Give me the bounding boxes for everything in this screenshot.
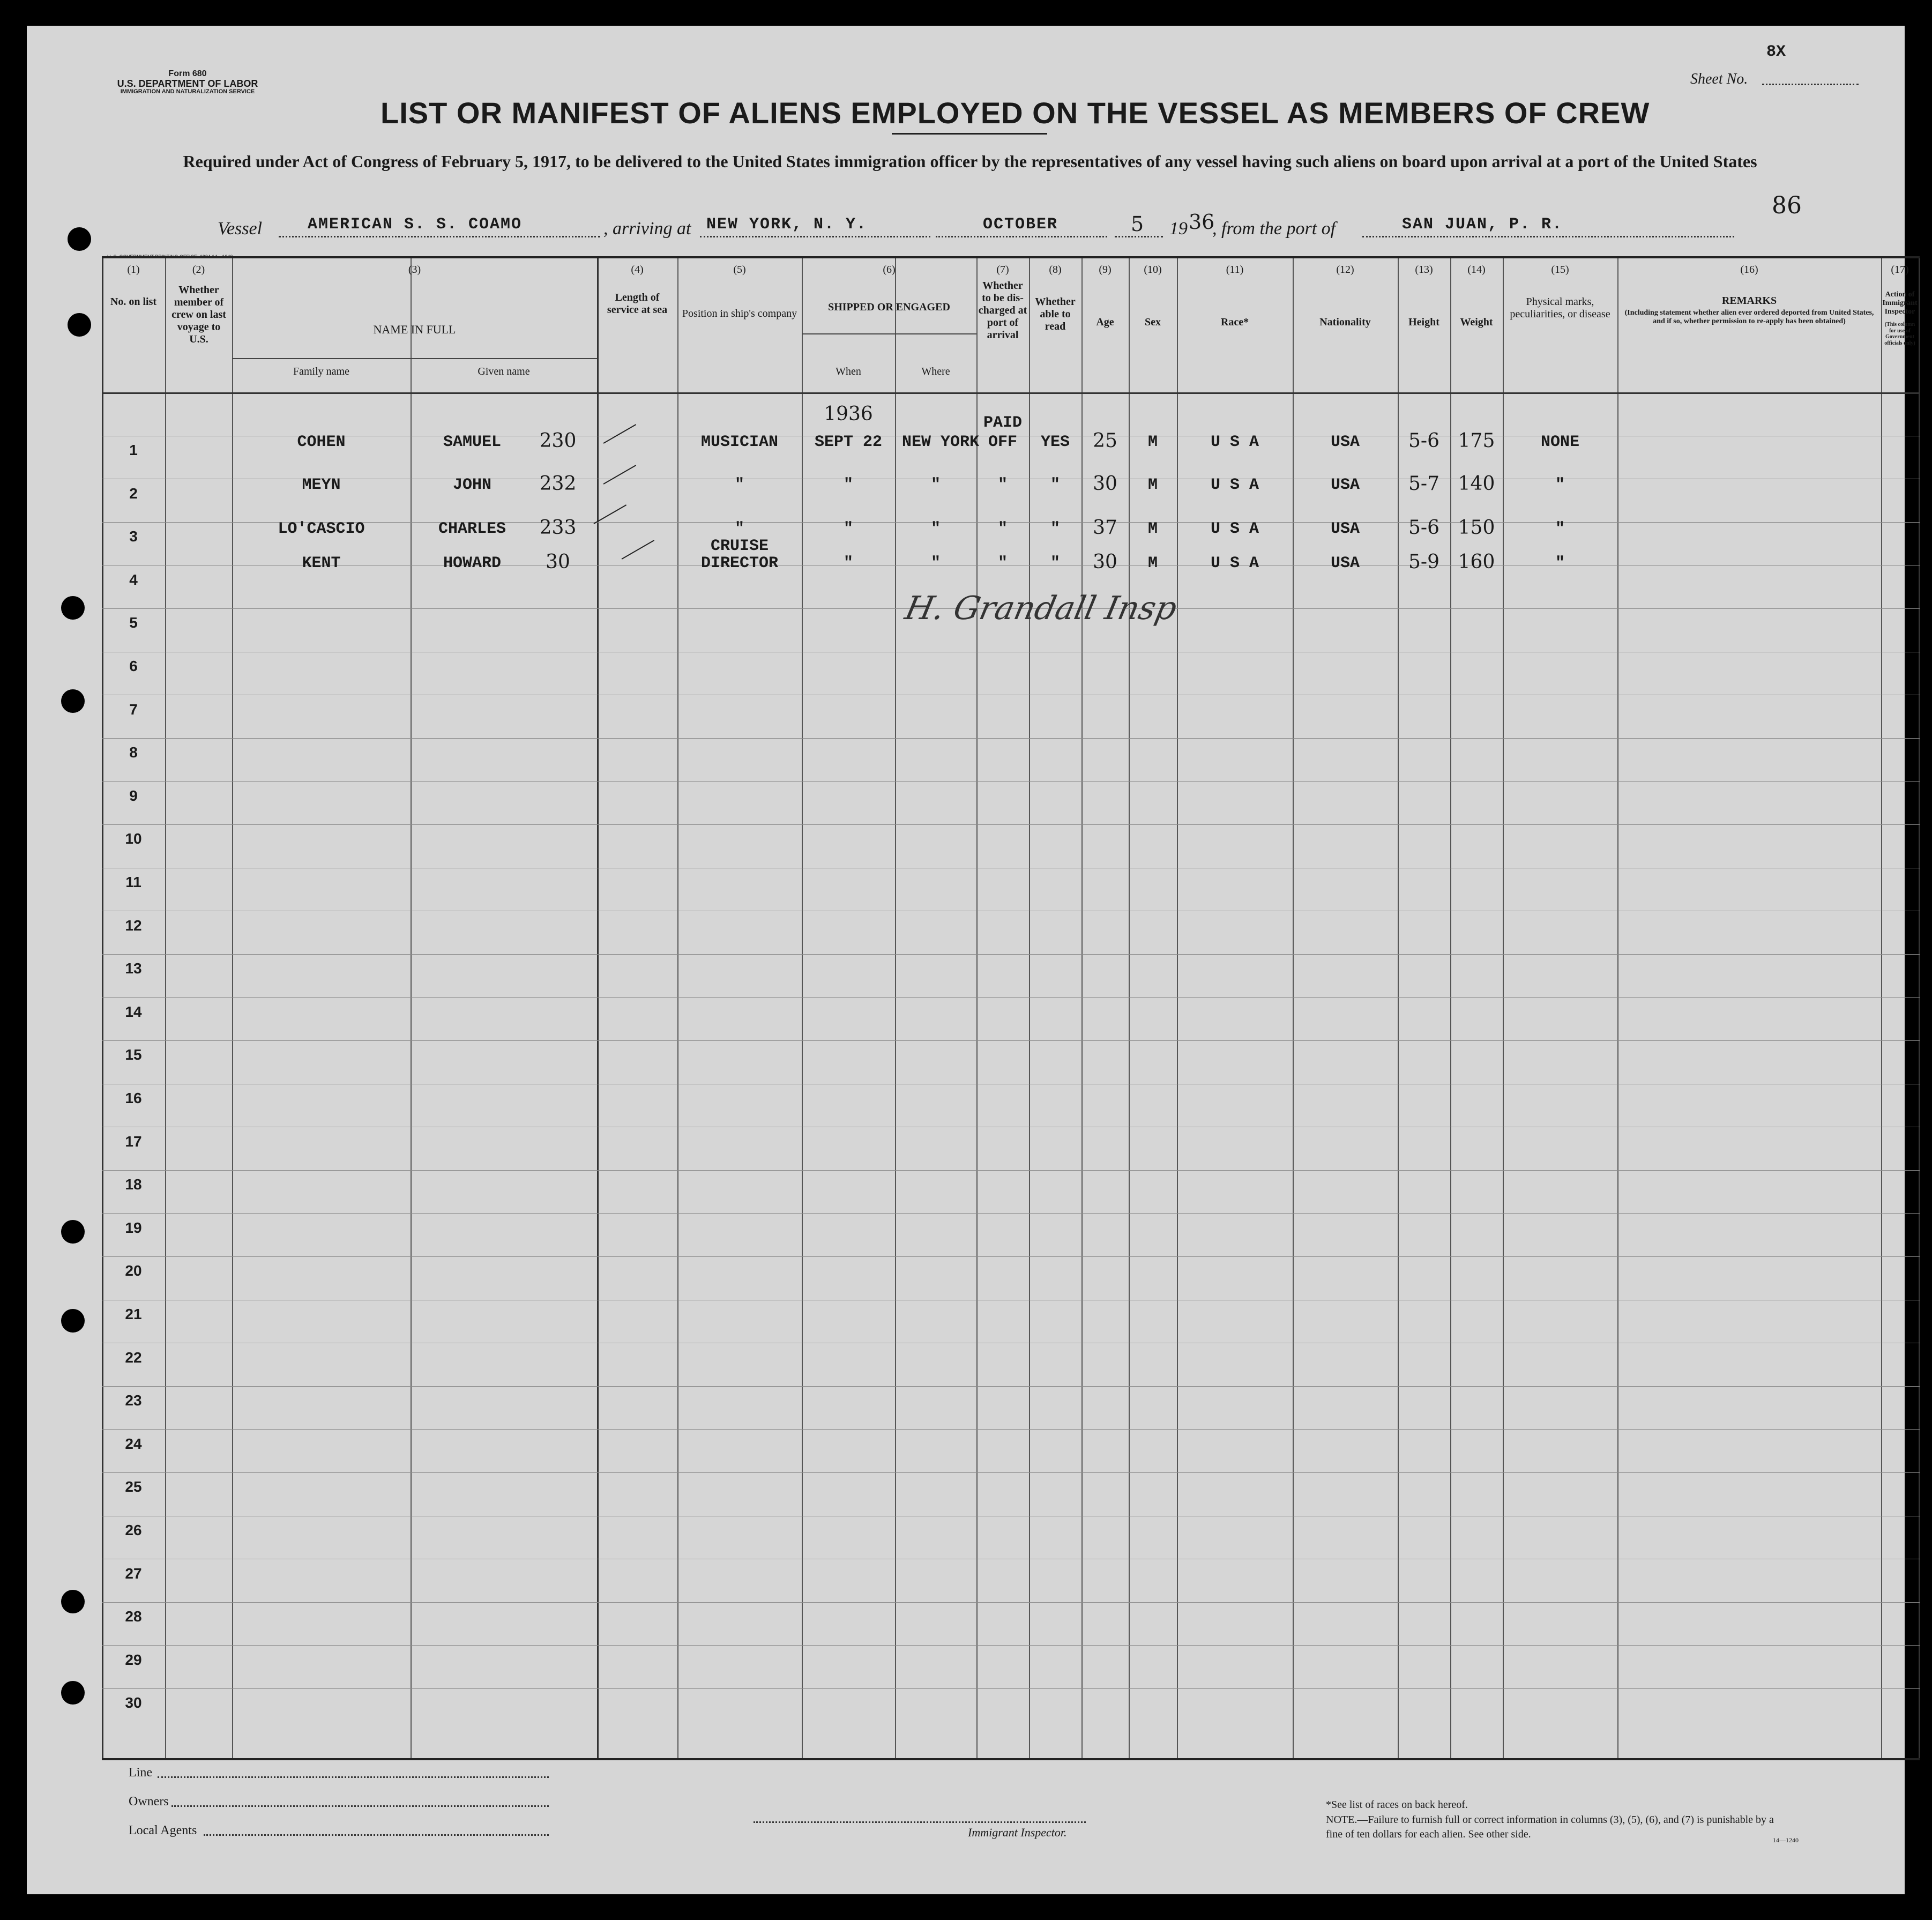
row-1-discharge-top: PAID — [983, 414, 1022, 432]
row-4-given-name: HOWARD — [443, 554, 502, 572]
header-member-last-voyage: Whether member of crew on last voyage to U.S. — [171, 284, 226, 345]
row-4-able-to-read: " — [1050, 554, 1060, 572]
arriving-line — [700, 236, 930, 237]
crew-table — [102, 256, 1920, 1760]
vessel-name: AMERICAN S. S. COAMO — [308, 215, 523, 234]
line-field — [158, 1776, 549, 1778]
document-title: LIST OR MANIFEST OF ALIENS EMPLOYED ON THE VESSEL AS MEMBERS OF CREW — [381, 96, 1650, 130]
header-name-in-full: NAME IN FULL — [373, 323, 456, 336]
arriving-label: , arriving at — [603, 219, 691, 239]
inspector-label: Immigrant Inspector. — [968, 1826, 1067, 1839]
line-label: Line — [129, 1766, 152, 1780]
row-number: 30 — [125, 1694, 142, 1711]
row-2-race: U S A — [1210, 476, 1259, 494]
header-action-note: (This column for use of Government officials only) — [1884, 322, 1915, 346]
row-1-family-name: COHEN — [297, 433, 346, 451]
punch-hole — [68, 227, 91, 251]
row-4-shipped-where: " — [930, 554, 941, 572]
row-4-race: U S A — [1210, 554, 1259, 572]
row-number: 14 — [125, 1003, 142, 1020]
row-number: 23 — [125, 1392, 142, 1409]
row-2-discharge: " — [997, 476, 1008, 494]
row-1-able-to-read: YES — [1040, 433, 1070, 451]
row-line — [102, 997, 1920, 998]
column-number: (12) — [1336, 264, 1354, 276]
header-family-name: Family name — [293, 366, 349, 377]
row-2-shipped-when: " — [843, 476, 853, 494]
header-when: When — [836, 366, 861, 377]
row-line — [102, 1602, 1920, 1603]
header-remarks-note: (Including statement whether alien ever ordered deported from United States, and if so, whether permission to re-apply has been obtained) — [1624, 309, 1874, 326]
row-4-position: DIRECTOR — [700, 554, 779, 572]
column-number: (3) — [408, 264, 421, 276]
punch-hole — [61, 596, 85, 620]
row-number: 4 — [129, 571, 138, 588]
row-number: 11 — [125, 874, 141, 890]
row-4-physical-marks: " — [1555, 554, 1565, 572]
from-port-label: , from the port of — [1212, 219, 1336, 239]
header-age: Age — [1096, 316, 1114, 328]
header-remarks: REMARKS — [1721, 295, 1777, 307]
arrival-day: 5 — [1131, 212, 1144, 236]
row-line — [102, 824, 1920, 825]
row-2-shipped-where: " — [930, 476, 941, 494]
stamp-number: 86 — [1772, 192, 1802, 219]
row-2-family-name: MEYN — [302, 476, 341, 494]
form-identifier — [91, 70, 284, 95]
header-given-name: Given name — [478, 366, 530, 377]
header-weight: Weight — [1460, 316, 1493, 328]
row-4-height: 5-9 — [1408, 551, 1439, 573]
row-1-handwritten-number: 230 — [539, 430, 577, 452]
row-3-shipped-where: " — [930, 520, 941, 538]
header-nationality: Nationality — [1319, 316, 1371, 328]
row-line — [102, 1170, 1920, 1171]
row-line — [102, 1688, 1920, 1689]
title-underline — [892, 133, 1047, 135]
row-1-weight: 175 — [1458, 430, 1495, 452]
row-4-shipped-when: " — [843, 554, 853, 572]
row-2-nationality: USA — [1330, 476, 1360, 494]
row-number: 29 — [125, 1651, 142, 1668]
header-race: Race* — [1220, 316, 1249, 328]
day-line — [1115, 236, 1163, 237]
row-2-check-mark — [603, 465, 637, 485]
row-1-given-name: SAMUEL — [443, 433, 502, 451]
row-3-weight: 150 — [1458, 517, 1495, 539]
row-number: 20 — [125, 1262, 142, 1279]
row-number: 3 — [129, 528, 138, 545]
row-4-family-name: KENT — [302, 554, 341, 572]
column-number: (13) — [1415, 264, 1433, 276]
name-header-rule — [232, 358, 597, 359]
owners-label: Owners — [129, 1795, 169, 1809]
year-prefix: 19 — [1169, 219, 1188, 239]
row-1-physical-marks: NONE — [1540, 433, 1579, 451]
row-number: 10 — [125, 830, 142, 847]
row-1-sex: M — [1147, 433, 1158, 451]
row-number: 28 — [125, 1608, 142, 1625]
row-3-family-name: LO'CASCIO — [278, 520, 365, 538]
row-2-able-to-read: " — [1050, 476, 1060, 494]
column-number: (17) — [1891, 264, 1909, 276]
row-number: 2 — [129, 485, 138, 502]
row-number: 13 — [125, 960, 142, 977]
row-number: 21 — [125, 1306, 142, 1322]
row-1-shipped-when: SEPT 22 — [814, 433, 883, 451]
row-3-height: 5-6 — [1408, 517, 1439, 539]
row-number: 12 — [125, 917, 142, 934]
row-line — [102, 1472, 1920, 1473]
header-position: Position in ship's company — [682, 308, 797, 319]
row-3-race: U S A — [1210, 520, 1259, 538]
header-able-to-read: Whether able to read — [1035, 296, 1076, 332]
row-line — [102, 781, 1920, 782]
punch-hole — [61, 689, 85, 713]
row-3-sex: M — [1147, 520, 1158, 538]
row-number: 19 — [125, 1219, 142, 1236]
header-discharged: Whether to be dis-charged at port of arrival — [978, 280, 1027, 341]
sheet-mark: 8X — [1766, 43, 1786, 61]
header-sex: Sex — [1145, 316, 1161, 328]
row-3-age: 37 — [1093, 517, 1117, 539]
column-number: (6) — [883, 264, 896, 276]
row-number: 6 — [129, 658, 138, 674]
row-line — [102, 954, 1920, 955]
row-4-handwritten-number: 30 — [546, 551, 570, 573]
row-number: 26 — [125, 1522, 142, 1538]
row-1-race: U S A — [1210, 433, 1259, 451]
row-3-physical-marks: " — [1555, 520, 1565, 538]
row-number: 24 — [125, 1435, 142, 1452]
row-3-given-name: CHARLES — [438, 520, 506, 538]
row-4-weight: 160 — [1458, 551, 1495, 573]
row-3-handwritten-number: 233 — [539, 517, 577, 539]
row-1-nationality: USA — [1330, 433, 1360, 451]
sheet-number-label: Sheet No. — [1690, 71, 1748, 87]
row-2-height: 5-7 — [1408, 473, 1439, 495]
row-2-weight: 140 — [1458, 473, 1495, 495]
punch-hole — [68, 313, 91, 337]
local-agents-label: Local Agents — [129, 1824, 197, 1837]
row-1-age: 25 — [1093, 430, 1117, 452]
column-number: (1) — [127, 264, 140, 276]
row-4-age: 30 — [1093, 551, 1117, 573]
row-number: 9 — [129, 787, 138, 804]
row-line — [102, 738, 1920, 739]
row-2-position: " — [734, 476, 744, 494]
row-number: 17 — [125, 1133, 142, 1150]
row-number: 5 — [129, 614, 138, 631]
row-line — [102, 1645, 1920, 1646]
row-3-shipped-when: " — [843, 520, 853, 538]
sheet-number-line — [1762, 84, 1859, 85]
row-number: 22 — [125, 1349, 142, 1366]
column-number: (7) — [996, 264, 1009, 276]
header-height: Height — [1408, 316, 1439, 328]
punch-hole — [61, 1681, 85, 1705]
from-port: SAN JUAN, P. R. — [1402, 215, 1563, 234]
from-port-line — [1362, 236, 1734, 237]
header-no-on-list: No. on list — [110, 296, 157, 308]
punch-hole — [61, 1309, 85, 1333]
row-number: 15 — [125, 1046, 142, 1063]
row-number: 27 — [125, 1565, 142, 1582]
inspector-signature: H. Grandall Insp — [901, 590, 1181, 627]
shipped-header-rule — [802, 333, 976, 334]
form-code: 14—1240 — [1773, 1836, 1799, 1844]
row-1-shipped-where: NEW YORK — [901, 433, 980, 451]
row-line — [102, 1386, 1920, 1387]
row-4-discharge: " — [997, 554, 1008, 572]
row-2-given-name: JOHN — [452, 476, 491, 494]
row-4-check-mark — [622, 540, 655, 560]
row-1-check-mark — [603, 424, 637, 444]
row-1-discharge: OFF — [988, 433, 1017, 451]
printing-office-note: U. S. GOVERNMENT PRINTING OFFICE: 1934 14—1240 — [107, 254, 233, 259]
column-number: (2) — [192, 264, 205, 276]
row-line — [102, 1040, 1920, 1041]
header-shipped-engaged: SHIPPED OR ENGAGED — [828, 301, 950, 313]
year-suffix: 36 — [1189, 210, 1215, 234]
header-physical-marks: Physical marks, peculiarities, or disease — [1510, 296, 1610, 320]
row-1-height: 5-6 — [1408, 430, 1439, 452]
column-number: (10) — [1144, 264, 1162, 276]
row-number: 16 — [125, 1090, 142, 1106]
arrival-month: OCTOBER — [983, 215, 1058, 234]
row-3-position: " — [734, 520, 744, 538]
penalty-note: NOTE.—Failure to furnish full or correct information in columns (3), (5), (6), and (7) is punishable by a fine of ten dollars for each alien. See other side. — [1326, 1814, 1774, 1840]
row-3-able-to-read: " — [1050, 520, 1060, 538]
row-line — [102, 1213, 1920, 1214]
row-1-shipped-year: 1936 — [824, 403, 873, 425]
row-2-handwritten-number: 232 — [539, 473, 577, 495]
row-number: 18 — [125, 1176, 142, 1193]
department-name: U.S. DEPARTMENT OF LABOR — [117, 78, 258, 89]
column-number: (5) — [733, 264, 746, 276]
column-number: (8) — [1049, 264, 1062, 276]
manifest-sheet — [27, 26, 1918, 1894]
header-length-of-service: Length of service at sea — [607, 292, 668, 316]
row-4-nationality: USA — [1330, 554, 1360, 572]
arriving-port: NEW YORK, N. Y. — [706, 215, 868, 234]
row-number: 1 — [129, 442, 138, 458]
column-number: (11) — [1226, 264, 1244, 276]
header-where: Where — [921, 366, 950, 377]
row-4-position-top: CRUISE — [710, 537, 769, 555]
column-number: (16) — [1740, 264, 1758, 276]
row-line — [102, 1429, 1920, 1430]
column-number: (9) — [1099, 264, 1112, 276]
races-note: *See list of races on back hereof. — [1326, 1799, 1468, 1811]
row-3-discharge: " — [997, 520, 1008, 538]
form-number: Form 680 — [168, 69, 207, 78]
service-name: IMMIGRATION AND NATURALIZATION SERVICE — [120, 88, 255, 95]
owners-field — [171, 1805, 549, 1807]
month-line — [936, 236, 1107, 237]
row-3-nationality: USA — [1330, 520, 1360, 538]
row-number: 25 — [125, 1478, 142, 1495]
inspector-signature-line — [754, 1821, 1086, 1823]
row-number: 7 — [129, 701, 138, 718]
column-number: (14) — [1467, 264, 1486, 276]
header-immigrant-action: Action of Immigrant Inspector — [1882, 291, 1918, 316]
row-number: 8 — [129, 744, 138, 761]
punch-hole — [61, 1220, 85, 1244]
row-2-sex: M — [1147, 476, 1158, 494]
row-4-sex: M — [1147, 554, 1158, 572]
vessel-label: Vessel — [218, 219, 263, 239]
row-line — [102, 1256, 1920, 1257]
local-agents-field — [204, 1834, 549, 1836]
row-2-physical-marks: " — [1555, 476, 1565, 494]
punch-hole — [61, 1590, 85, 1613]
document-subtitle: Required under Act of Congress of February 5, 1917, to be delivered to the United States immigration officer by the representatives of any vessel having such aliens on board upon arrival at a port of the United States — [183, 152, 1757, 171]
vessel-line — [279, 236, 600, 237]
column-number: (4) — [631, 264, 644, 276]
row-2-age: 30 — [1093, 473, 1117, 495]
column-number: (15) — [1551, 264, 1569, 276]
row-1-position: MUSICIAN — [700, 433, 779, 451]
